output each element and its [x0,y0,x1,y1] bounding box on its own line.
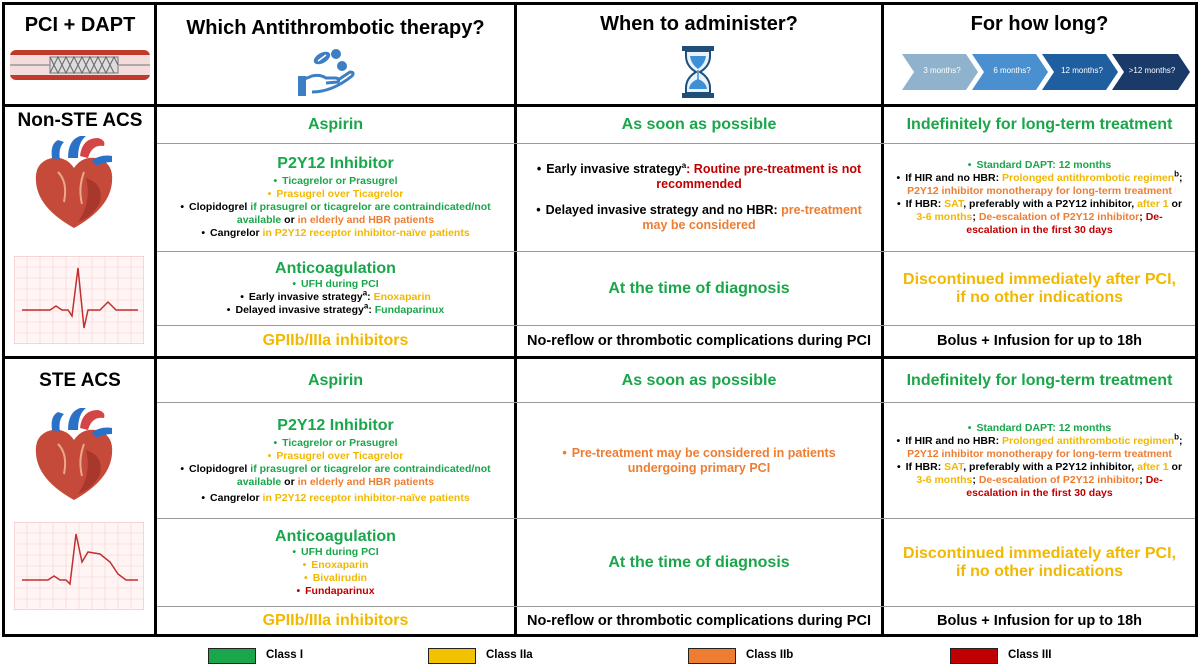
ste-gp-drug: GPIIb/IIIa inhibitors [262,611,409,629]
section-label-nste: Non-STE ACS [17,110,143,131]
nste-anticoag-title: Anticoagulation [275,260,396,277]
hand-pills-icon [298,46,358,98]
nste-anticoag-therapy [157,252,514,325]
ste-p2y12-when-item: • Pre-treatment may be considered in patients undergoing primary PCI [562,445,836,475]
nste-gp-drug: GPIIb/IIIa inhibitors [262,332,409,349]
ste-anticoag-item-2: • Enoxaparin [302,558,369,571]
ste-anticoag-therapy [157,519,514,606]
nste-p2y12-item-3: • Clopidogrel if prasugrel or ticagrelor are contraindicated/not available or in elderly and HBR patients [180,201,491,226]
legend-swatch-class-i [208,648,256,664]
ste-anticoag-when: At the time of diagnosis [608,553,790,571]
legend-label-class-iii: Class III [1008,649,1052,661]
legend-swatch-class-iia [428,648,476,664]
legend-swatch-class-iib [688,648,736,664]
duration-3-months: 3 months? [923,66,961,75]
ecg-st-elevation-icon [14,522,144,610]
legend-label-class-iib: Class IIb [746,649,794,661]
nste-p2y12-when [517,144,881,251]
nste-p2y12-duration [884,144,1195,251]
ste-aspirin-when: As soon as possible [621,371,777,389]
nste-p2y12-item-4: • Cangrelor in P2Y12 receptor inhibitor-naïve patients [201,227,470,239]
ste-p2y12-therapy [157,403,514,518]
nste-p2y12-therapy [157,144,514,251]
nste-aspirin-when: As soon as possible [621,116,777,133]
nste-anticoag-item-3: • Delayed invasive strategy$^a$: Fundaparinux [226,301,445,316]
ste-aspirin-duration: Indefinitely for long-term treatment [906,371,1173,389]
heart-icon-ste [28,404,120,504]
ste-p2y12-item-3: • Clopidogrel if prasugrel or ticagrelor are contraindicated/not available or in elderly and HBR patients [180,462,491,488]
ste-anticoag-item-3: • Bivalirudin [304,571,367,584]
nste-aspirin-duration: Indefinitely for long-term treatment [906,116,1173,133]
section-label-ste: STE ACS [39,370,121,391]
ecg-normal-icon [14,256,144,344]
nste-p2y12-when-item-2: • Delayed invasive strategy and no HBR: pre-treatment may be considered [536,203,862,233]
legend-swatch-class-iii [950,648,998,664]
legend-label-class-iia: Class IIa [486,649,533,661]
border-right [1195,2,1198,637]
nste-anticoag-duration: Discontinued immediately after PCI, if no other indications [903,270,1176,306]
nste-p2y12-dur-item-3: • If HBR: SAT, preferably with a P2Y12 inhibitor, after 1 or 3-6 months; De-escalation of P2Y12 inhibitor; De-escalation in the first 30 days [896,197,1183,236]
hourglass-icon [680,44,716,100]
ste-p2y12-item-2: • Prasugrel over Ticagrelor [267,449,404,462]
ste-anticoag-item-1: • UFH during PCI [292,545,379,558]
nste-p2y12-item-2: • Prasugrel over Ticagrelor [267,188,404,200]
ste-anticoag-duration: Discontinued immediately after PCI, if no other indications [903,544,1176,580]
ste-p2y12-dur-item-2: • If HIR and no HBR: Prolonged antithrombotic regimen$^b$; P2Y12 inhibitor monotherapy for long-term treatment [896,432,1183,460]
duration-12-months: 12 months? [1061,66,1103,75]
nste-aspirin-drug: Aspirin [307,116,364,133]
nste-p2y12-item-1: • Ticagrelor or Prasugrel [273,175,398,187]
ste-p2y12-duration [884,403,1195,518]
ste-aspirin-drug: Aspirin [307,371,364,389]
ste-p2y12-dur-item-1: • Standard DAPT: 12 months [967,421,1112,434]
ste-p2y12-dur-item-3: • If HBR: SAT, preferably with a P2Y12 inhibitor, after 1 or 3-6 months; De-escalation of P2Y12 inhibitor; De-escalation in the first 30 days [896,460,1183,499]
ste-gp-when: No-reflow or thrombotic complications during PCI [527,612,871,629]
ste-gp-duration: Bolus + Infusion for up to 18h [936,612,1142,629]
duration-over-12-months: >12 months? [1128,66,1176,75]
ste-p2y12-when [517,403,881,518]
legend-label-class-i: Class I [266,649,304,661]
duration-chevrons [902,54,1192,90]
nste-p2y12-title: P2Y12 Inhibitor [277,155,394,172]
border-bottom [2,634,1198,637]
nste-p2y12-when-item-1: • Early invasive strategy$^a$: Routine pre-treatment is not recommended [536,160,862,191]
border-left [2,2,5,637]
ste-p2y12-item-1: • Ticagrelor or Prasugrel [273,436,398,449]
nste-anticoag-when: At the time of diagnosis [608,279,790,297]
ste-p2y12-title: P2Y12 Inhibitor [277,416,394,434]
border-top [2,2,1198,5]
nste-anticoag-item-2: • Early invasive strategy$^a$: Enoxaparin [240,288,431,303]
header-how-long: For how long? [970,12,1109,35]
nste-anticoag-item-1: • UFH during PCI [292,278,379,290]
nste-p2y12-dur-item-2: • If HIR and no HBR: Prolonged antithrombotic regimen$^b$; P2Y12 inhibitor monotherapy for long-term treatment [896,169,1183,197]
nste-p2y12-dur-item-1: • Standard DAPT: 12 months [967,158,1112,171]
nste-gp-when: No-reflow or thrombotic complications during PCI [527,333,871,349]
ste-anticoag-item-4: • Fundaparinux [296,584,375,597]
nste-gp-duration: Bolus + Infusion for up to 18h [936,333,1142,349]
header-when-administer: When to administer? [600,12,798,35]
heart-icon [28,132,120,232]
header-which-therapy: Which Antithrombotic therapy? [186,16,485,39]
header-pci-dapt: PCI + DAPT [24,14,136,36]
ste-anticoag-title: Anticoagulation [275,527,396,545]
stent-icon [10,48,150,82]
ste-p2y12-item-4: • Cangrelor in P2Y12 receptor inhibitor-naïve patients [201,491,470,504]
duration-6-months: 6 months? [993,66,1031,75]
